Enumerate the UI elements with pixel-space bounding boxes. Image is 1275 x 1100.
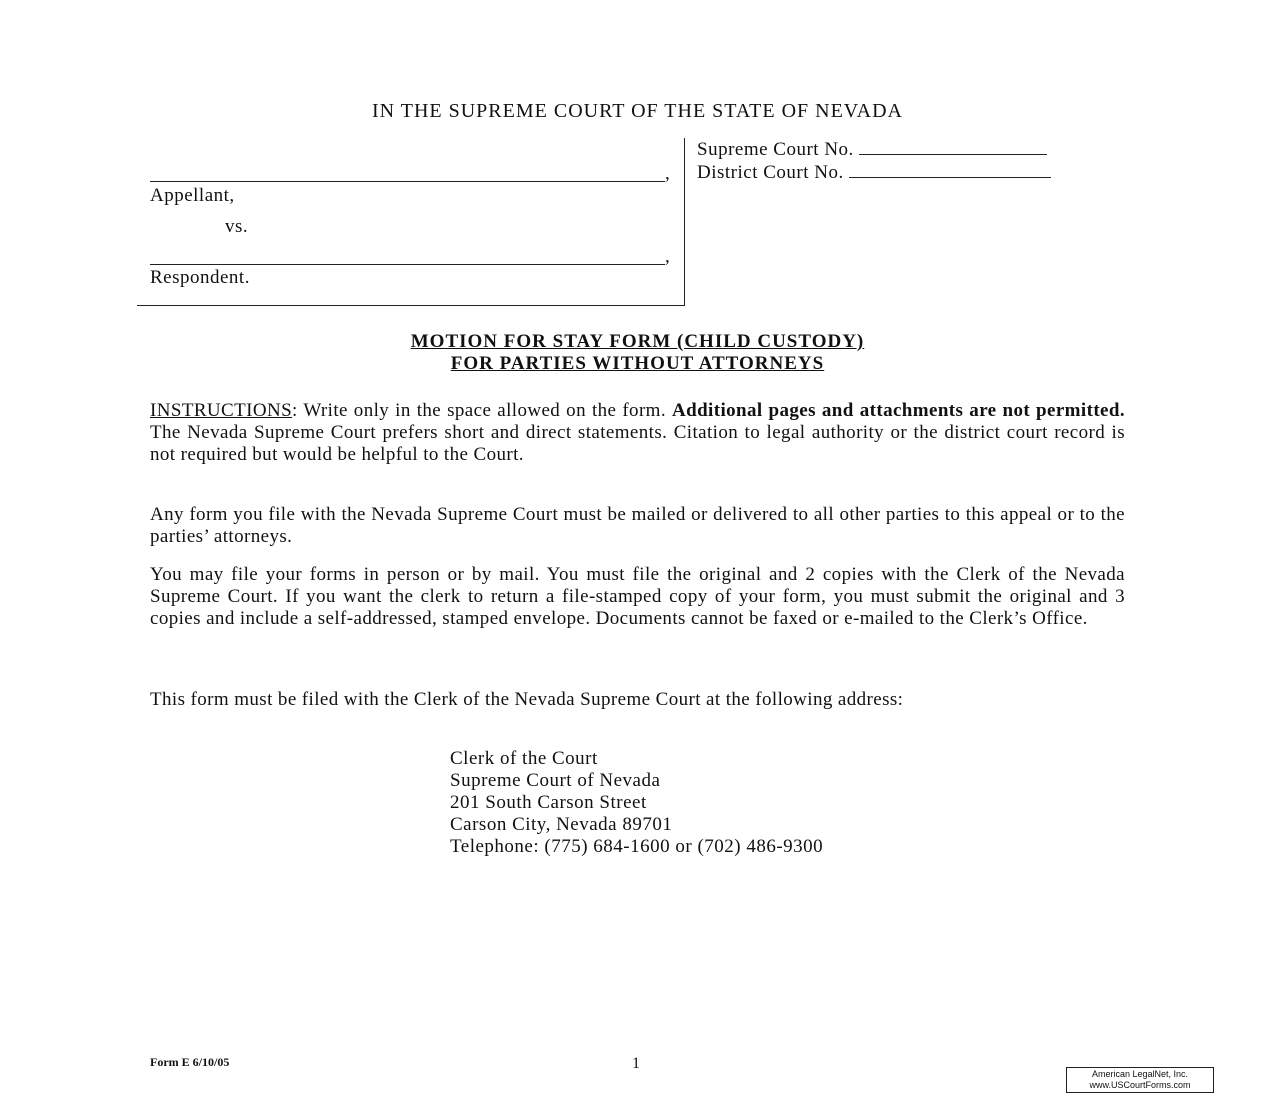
service-paragraph: Any form you file with the Nevada Supreme Court must be mailed or delivered to all other parties to this appeal or to the parties’ attorneys. [150,504,1125,547]
supreme-court-no-field[interactable] [859,140,1047,155]
form-title-line-1: MOTION FOR STAY FORM (CHILD CUSTODY) [410,331,865,352]
supreme-court-no-label: Supreme Court No. [697,139,854,160]
publisher-badge [1066,1067,1214,1093]
address-telephone: Telephone: (775) 684-1600 or (702) 486-9300 [450,836,824,857]
appellant-label: Appellant, [150,185,235,206]
district-court-no-row [697,161,1051,184]
appellant-comma: , [665,163,670,184]
respondent-name-line[interactable] [150,264,665,265]
respondent-label: Respondent. [150,267,250,288]
respondent-comma: , [665,246,670,267]
instructions-text-1: : Write only in the space allowed on the form. [292,400,672,421]
publisher-name: American LegalNet, Inc. [1091,1069,1189,1079]
address-line-1: Clerk of the Court [450,748,598,769]
vs-label: vs. [225,216,249,237]
instructions-paragraph [150,400,1125,466]
instructions-text-2: The Nevada Supreme Court prefers short and direct statements. Citation to legal authority or the district court record is not required but would be helpful to the Court. [150,422,1125,465]
supreme-court-no-row [697,138,1051,161]
instructions-bold-warning: Additional pages and attachments are not permitted. [671,400,1125,421]
clerk-address [450,748,823,858]
form-title-line-2: FOR PARTIES WITHOUT ATTORNEYS [450,353,825,374]
filing-paragraph: You may file your forms in person or by mail. You must file the original and 2 copies with the Clerk of the Nevada Supreme Court. If you want the clerk to return a file-stamped copy of your form, you must submit the original and 3 copies and include a self-addressed, stamped envelope. Documents cannot be faxed or e-mailed to the Clerk’s Office. [150,564,1125,629]
publisher-url: www.USCourtForms.com [1089,1080,1191,1090]
address-line-3: 201 South Carson Street [450,792,647,813]
instructions-lead: INSTRUCTIONS [150,400,293,421]
district-court-no-field[interactable] [849,163,1051,178]
address-line-2: Supreme Court of Nevada [450,770,661,791]
district-court-no-label: District Court No. [697,162,844,183]
case-caption [137,138,685,306]
address-intro-paragraph: This form must be filed with the Clerk of the Nevada Supreme Court at the following address: [150,689,904,710]
form-title [0,331,1275,375]
appellant-name-line[interactable] [150,181,665,182]
form-id: Form E 6/10/05 [150,1055,230,1069]
case-numbers [697,138,1051,184]
court-title: IN THE SUPREME COURT OF THE STATE OF NEVADA [372,100,903,122]
address-line-4: Carson City, Nevada 89701 [450,814,673,835]
page-number: 1 [632,1055,640,1072]
